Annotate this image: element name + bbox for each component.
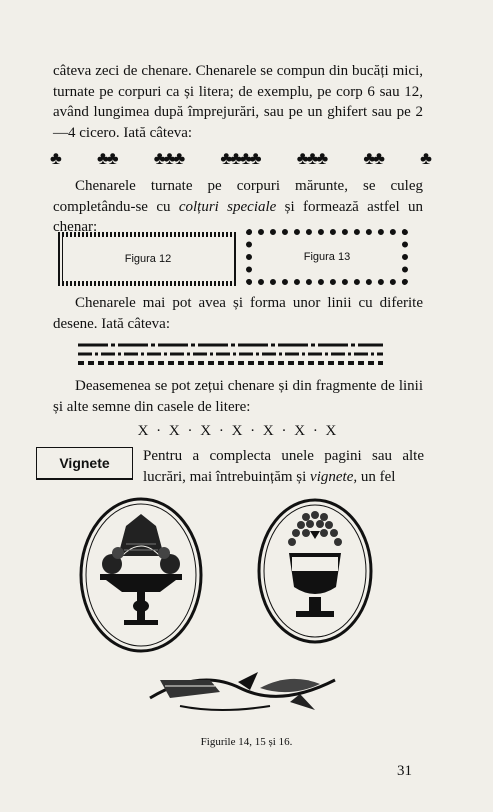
figure-13-label: Figura 13 [303,251,351,263]
p2-italic: colțuri speciale [178,198,277,215]
vignette-garland [140,658,345,720]
decorative-rules [78,340,383,370]
vignette-grape-cup [256,497,374,645]
vignete-heading-box [36,447,133,480]
p5-text-c: un fel [357,468,396,485]
vignette-fruit-bowl [78,496,204,654]
figures-caption: Figurile 14, 15 și 16. [200,736,293,748]
ornament-5: ♣♣♣ [296,148,327,168]
p2-text-a: Chenarele turnate pe corpuri mărunte, se culeg completându-se cu [53,178,423,215]
ornament-6: ♣♣ [363,148,383,168]
frame-figure-12 [58,232,238,286]
page-number: 31 [397,763,412,779]
x-line: X · X · X · X · X · X · X [137,423,339,439]
paragraph-intro: câteva zeci de chenare. Chenarele se compun din bucăți mici, turnate pe corpuri ca și litera; de exemplu, pe corp 6 sau 12, având lungimea după împrejurări, sau pe un ghifert sau pe 2—4 cicero. Iată câteva: [53,63,423,141]
p2-text-c: și formează astfel un chenar: [53,198,423,235]
p5-italic: vignete, [310,468,358,485]
ornament-7: ♣ [420,148,430,168]
frame-figure-13 [246,229,408,285]
paragraph-vignete [143,446,424,487]
figure-12-label: Figura 12 [124,253,172,265]
vignete-heading: Vignete [59,455,110,471]
paragraph-lines: Chenarele mai pot avea și forma unor linii cu diferite desene. Iată câteva: [53,295,423,332]
p5-text-a: Pentru a complecta unele pagini sau alte lucrări, mai întrebuințăm și [143,448,424,485]
ornament-2: ♣♣ [96,148,117,168]
ornament-4: ♣♣♣♣ [220,148,260,168]
ornament-3: ♣♣♣ [153,148,184,168]
ornament-row [50,147,430,169]
ornament-1: ♣ [50,148,60,168]
paragraph-fragments: Deasemenea se pot zețui chenare și din fragmente de linii și alte semne din casele de litere: [53,378,423,415]
